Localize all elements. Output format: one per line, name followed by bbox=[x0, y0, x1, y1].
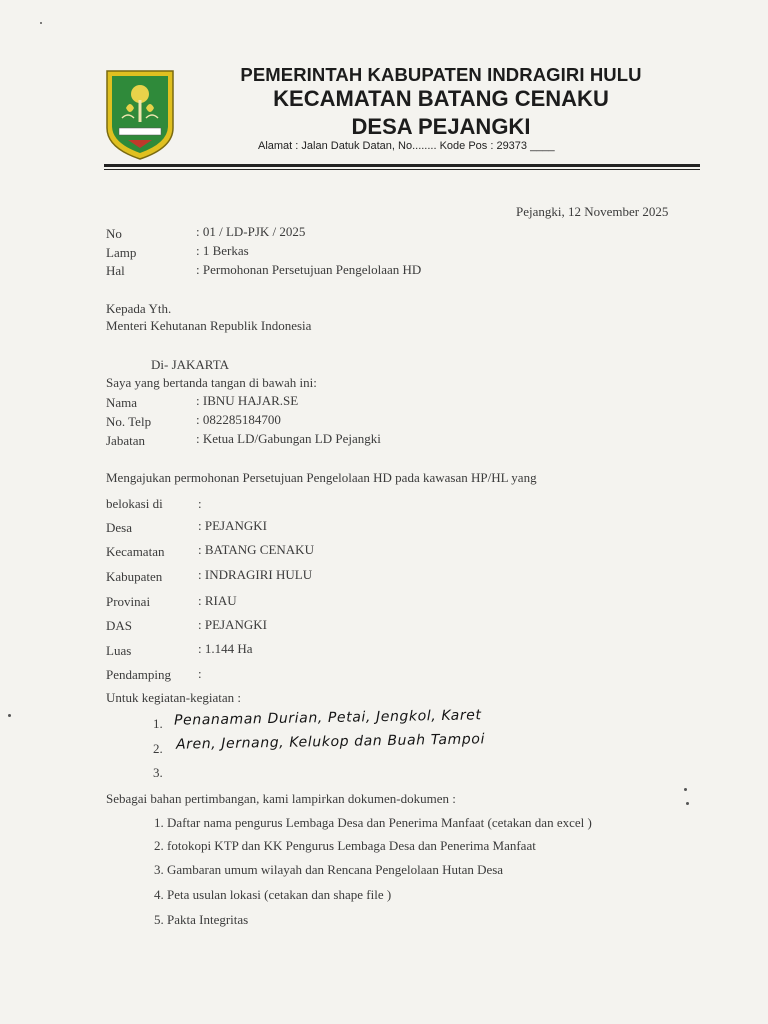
letter-date: Pejangki, 12 November 2025 bbox=[516, 204, 669, 219]
location-label: Provinai bbox=[106, 594, 151, 609]
location-value: : 1.144 Ha bbox=[198, 641, 253, 656]
meta-value: : 01 / LD-PJK / 2025 bbox=[196, 224, 306, 239]
attachment-item: 1. Daftar nama pengurus Lembaga Desa dan Penerima Manfaat (cetakan dan excel ) bbox=[154, 815, 592, 830]
attachment-item: 3. Gambaran umum wilayah dan Rencana Pengelolaan Hutan Desa bbox=[154, 862, 504, 877]
activity-number: 2. bbox=[153, 741, 163, 756]
location-label: Kecamatan bbox=[106, 544, 165, 559]
request-colon: : bbox=[198, 496, 202, 511]
attachment-item: 2. fotokopi KTP dan KK Pengurus Lembaga Desa dan Penerima Manfaat bbox=[154, 838, 536, 853]
scan-speck bbox=[686, 802, 689, 805]
request-text: Mengajukan permohonan Persetujuan Pengelolaan HD pada kawasan HP/HL yang bbox=[106, 470, 537, 485]
letterhead-address: Alamat : Jalan Datuk Datan, No........ Kode Pos : 29373 ____ bbox=[258, 140, 555, 152]
location-value: : RIAU bbox=[198, 593, 237, 608]
meta-label: No bbox=[106, 226, 122, 241]
letterhead-regency: PEMERINTAH KABUPATEN INDRAGIRI HULU bbox=[240, 64, 642, 85]
location-label: Pendamping bbox=[106, 667, 171, 682]
meta-value: : Permohonan Persetujuan Pengelolaan HD bbox=[196, 262, 422, 277]
intro-text: Saya yang bertanda tangan di bawah ini: bbox=[106, 375, 317, 390]
location-label: Kabupaten bbox=[106, 569, 163, 584]
location-value: : BATANG CENAKU bbox=[198, 542, 314, 557]
location-value: : bbox=[198, 666, 202, 681]
attachment-item: 5. Pakta Integritas bbox=[154, 912, 249, 927]
scan-speck bbox=[684, 788, 687, 791]
location-label: Luas bbox=[106, 643, 132, 658]
meta-value: : 1 Berkas bbox=[196, 243, 249, 258]
letterhead-divider bbox=[104, 164, 700, 167]
attachments-heading: Sebagai bahan pertimbangan, kami lampirkan dokumen-dokumen : bbox=[106, 791, 456, 806]
scan-speck bbox=[8, 714, 11, 717]
recipient-name: Menteri Kehutanan Republik Indonesia bbox=[106, 318, 312, 333]
letterhead-divider-thin bbox=[104, 169, 700, 170]
request-text-location: belokasi di bbox=[106, 496, 163, 511]
scan-speck bbox=[40, 22, 42, 24]
activity-handwritten: Penanaman Durian, Petai, Jengkol, Karet bbox=[173, 707, 482, 729]
meta-label: Lamp bbox=[106, 245, 137, 260]
signer-value: : 082285184700 bbox=[196, 412, 281, 427]
meta-label: Hal bbox=[106, 263, 125, 278]
signer-label: Jabatan bbox=[106, 433, 145, 448]
location-value: : PEJANGKI bbox=[198, 518, 267, 533]
signer-value: : Ketua LD/Gabungan LD Pejangki bbox=[196, 431, 381, 446]
activity-number: 1. bbox=[153, 716, 163, 731]
attachment-item: 4. Peta usulan lokasi (cetakan dan shape file ) bbox=[154, 887, 392, 902]
signer-label: Nama bbox=[106, 395, 138, 410]
location-value: : INDRAGIRI HULU bbox=[198, 567, 313, 582]
recipient-place: Di- JAKARTA bbox=[151, 357, 229, 372]
location-label: DAS bbox=[106, 618, 133, 633]
letterhead-village: DESA PEJANGKI bbox=[351, 114, 531, 139]
activity-number: 3. bbox=[153, 765, 163, 780]
signer-value: : IBNU HAJAR.SE bbox=[196, 393, 299, 408]
location-label: Desa bbox=[106, 520, 132, 535]
location-value: : PEJANGKI bbox=[198, 617, 267, 632]
activities-heading: Untuk kegiatan-kegiatan : bbox=[106, 690, 242, 705]
regency-emblem-logo bbox=[104, 68, 176, 162]
recipient-greeting: Kepada Yth. bbox=[106, 301, 172, 316]
letterhead-district: KECAMATAN BATANG CENAKU bbox=[273, 86, 609, 111]
signer-label: No. Telp bbox=[106, 414, 152, 429]
activity-handwritten: Aren, Jernang, Kelukop dan Buah Tampoi bbox=[175, 731, 486, 753]
